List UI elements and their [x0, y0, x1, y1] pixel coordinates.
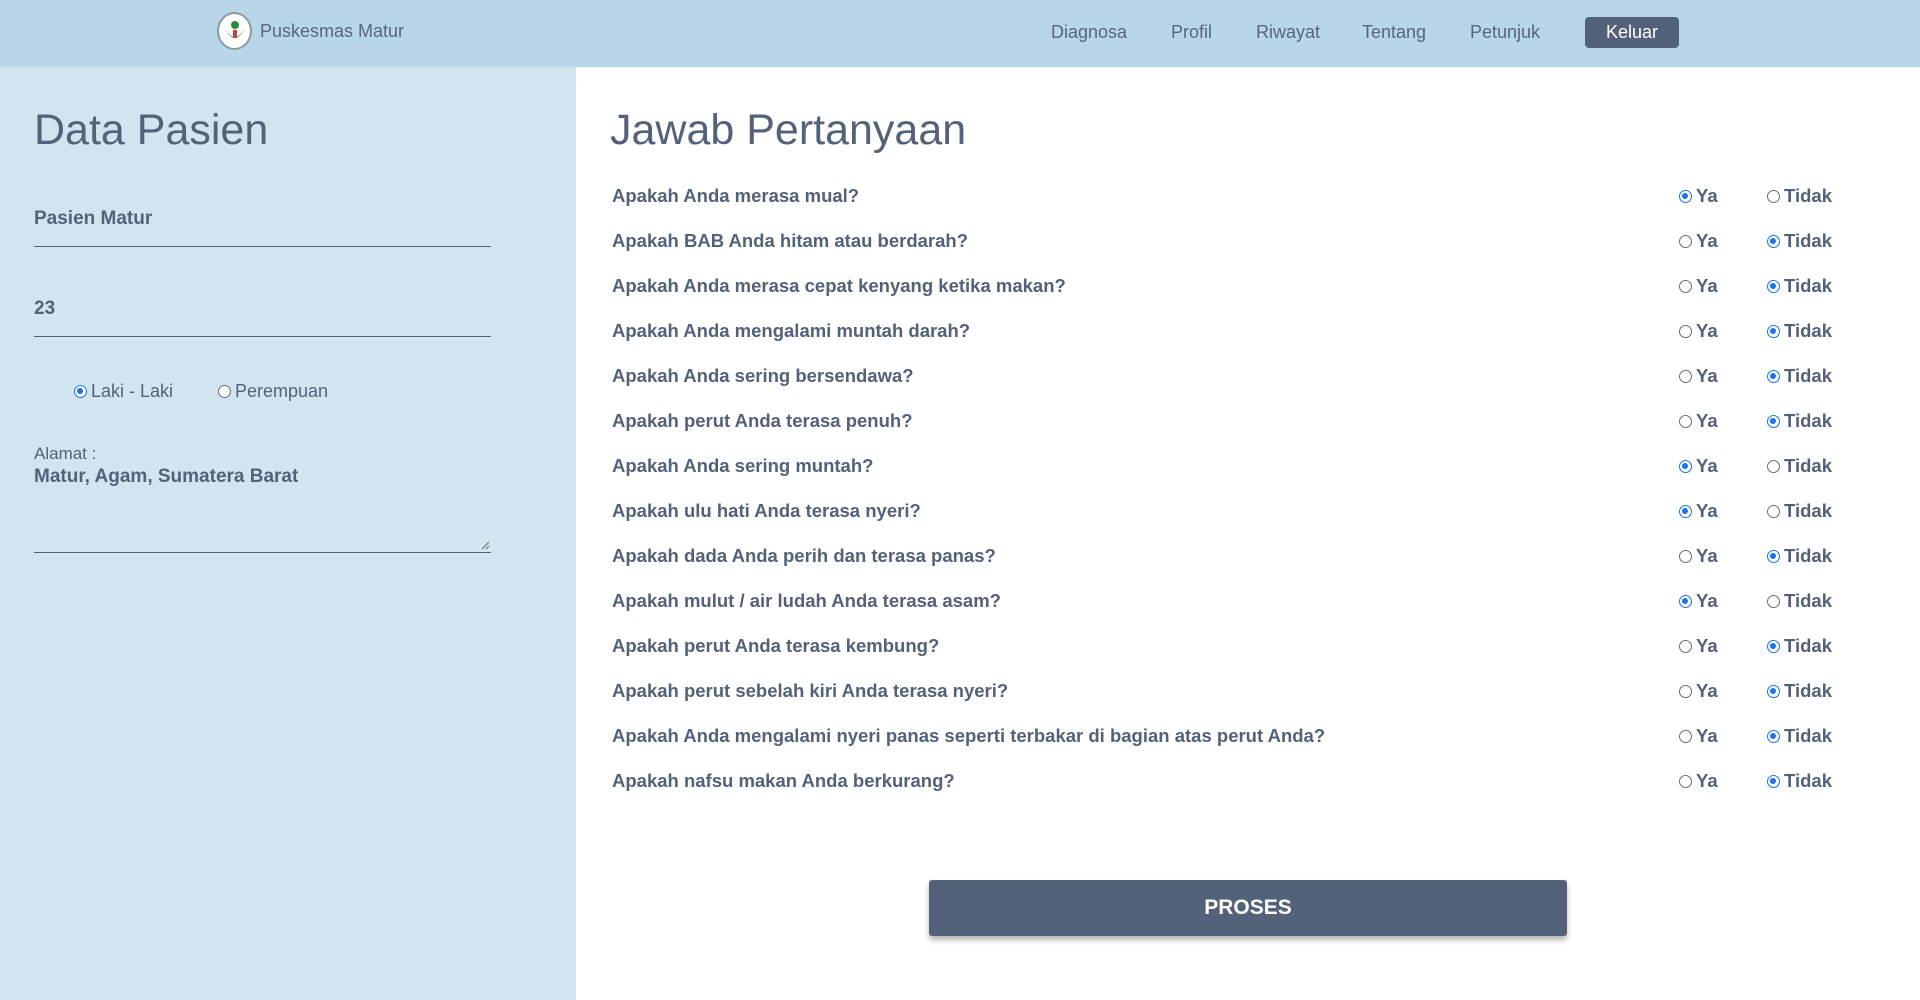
answer-option-ya[interactable]: [1679, 455, 1718, 477]
question-row: [612, 676, 1842, 706]
nav-link-riwayat[interactable]: Riwayat: [1256, 22, 1321, 42]
answer-option-tidak[interactable]: [1767, 770, 1832, 792]
answer-ya-radio[interactable]: [1679, 640, 1692, 653]
answer-tidak-radio[interactable]: [1767, 595, 1780, 608]
answer-ya-label: Ya: [1696, 635, 1718, 656]
answer-option-ya[interactable]: [1679, 410, 1718, 432]
question-row: [612, 586, 1842, 616]
answer-tidak-label: Tidak: [1784, 770, 1832, 791]
answer-option-ya[interactable]: [1679, 230, 1718, 252]
answer-tidak-radio[interactable]: [1767, 235, 1780, 248]
answer-ya-label: Ya: [1696, 455, 1718, 476]
answer-tidak-label: Tidak: [1784, 230, 1832, 251]
answer-tidak-radio[interactable]: [1767, 640, 1780, 653]
answer-ya-radio[interactable]: [1679, 190, 1692, 203]
patient-name-field[interactable]: [34, 208, 491, 247]
patient-data-title: Data Pasien: [34, 106, 269, 154]
answer-ya-label: Ya: [1696, 545, 1718, 566]
answer-option-ya[interactable]: [1679, 320, 1718, 342]
answer-option-ya[interactable]: [1679, 185, 1718, 207]
answer-ya-label: Ya: [1696, 320, 1718, 341]
answer-tidak-label: Tidak: [1784, 320, 1832, 341]
question-row: [612, 271, 1842, 301]
answer-option-ya[interactable]: [1679, 725, 1718, 747]
nav-link-profil[interactable]: Profil: [1171, 22, 1213, 42]
address-value: Matur, Agam, Sumatera Barat: [34, 466, 299, 487]
answer-option-ya[interactable]: [1679, 365, 1718, 387]
gender-female-label: Perempuan: [235, 381, 329, 401]
answer-ya-label: Ya: [1696, 770, 1718, 791]
question-row: [612, 541, 1842, 571]
question-row: [612, 316, 1842, 346]
answer-option-tidak[interactable]: [1767, 185, 1832, 207]
answer-ya-radio[interactable]: [1679, 775, 1692, 788]
answer-ya-radio[interactable]: [1679, 370, 1692, 383]
nav-link-tentang[interactable]: Tentang: [1362, 22, 1427, 42]
answer-ya-label: Ya: [1696, 725, 1718, 746]
question-row: [612, 226, 1842, 256]
answer-option-tidak[interactable]: [1767, 590, 1832, 612]
answer-tidak-label: Tidak: [1784, 500, 1832, 521]
answer-tidak-radio[interactable]: [1767, 685, 1780, 698]
answer-ya-radio[interactable]: [1679, 460, 1692, 473]
address-textarea[interactable]: [34, 466, 491, 553]
answer-tidak-label: Tidak: [1784, 185, 1832, 206]
question-row: [612, 631, 1842, 661]
answer-option-ya[interactable]: [1679, 590, 1718, 612]
question-row: [612, 496, 1842, 526]
question-text: Apakah Anda merasa cepat kenyang ketika makan?: [612, 275, 1066, 296]
question-text: Apakah Anda sering bersendawa?: [612, 365, 914, 386]
answer-option-tidak[interactable]: [1767, 455, 1832, 477]
answer-ya-radio[interactable]: [1679, 550, 1692, 563]
question-text: Apakah perut Anda terasa penuh?: [612, 410, 913, 431]
answer-tidak-radio[interactable]: [1767, 280, 1780, 293]
question-text: Apakah dada Anda perih dan terasa panas?: [612, 545, 996, 566]
answer-ya-radio[interactable]: [1679, 505, 1692, 518]
answer-tidak-radio[interactable]: [1767, 190, 1780, 203]
brand-name: Puskesmas Matur: [260, 20, 405, 41]
gender-female-radio[interactable]: [218, 385, 231, 398]
answer-option-tidak[interactable]: [1767, 230, 1832, 252]
question-row: [612, 181, 1842, 211]
answer-ya-label: Ya: [1696, 590, 1718, 611]
answer-option-ya[interactable]: [1679, 635, 1718, 657]
questions-title: Jawab Pertanyaan: [610, 106, 967, 154]
answer-ya-label: Ya: [1696, 365, 1718, 386]
answer-ya-label: Ya: [1696, 410, 1718, 431]
answer-option-tidak[interactable]: [1767, 410, 1832, 432]
gender-option-female[interactable]: [218, 381, 328, 402]
answer-ya-label: Ya: [1696, 500, 1718, 521]
patient-age-value: 23: [34, 298, 56, 319]
answer-tidak-radio[interactable]: [1767, 505, 1780, 518]
question-row: [612, 766, 1842, 796]
answer-tidak-label: Tidak: [1784, 590, 1832, 611]
answer-ya-label: Ya: [1696, 230, 1718, 251]
answer-option-ya[interactable]: [1679, 770, 1718, 792]
answer-ya-radio[interactable]: [1679, 730, 1692, 743]
answer-tidak-label: Tidak: [1784, 275, 1832, 296]
answer-option-ya[interactable]: [1679, 545, 1718, 567]
answer-option-ya[interactable]: [1679, 680, 1718, 702]
nav-link-diagnosa[interactable]: Diagnosa: [1051, 22, 1128, 42]
resize-grip-icon[interactable]: [480, 540, 490, 550]
question-text: Apakah perut sebelah kiri Anda terasa nyeri?: [612, 680, 1009, 701]
answer-ya-radio[interactable]: [1679, 595, 1692, 608]
answer-option-tidak[interactable]: [1767, 680, 1832, 702]
answer-ya-label: Ya: [1696, 185, 1718, 206]
question-row: [612, 361, 1842, 391]
answer-ya-radio[interactable]: [1679, 280, 1692, 293]
question-text: Apakah BAB Anda hitam atau berdarah?: [612, 230, 969, 251]
nav-link-petunjuk[interactable]: Petunjuk: [1470, 22, 1541, 42]
answer-tidak-radio[interactable]: [1767, 325, 1780, 338]
question-text: Apakah Anda mengalami nyeri panas seperti terbakar di bagian atas perut Anda?: [612, 725, 1326, 746]
answer-ya-radio[interactable]: [1679, 235, 1692, 248]
answer-tidak-radio[interactable]: [1767, 460, 1780, 473]
gender-male-label: Laki - Laki: [91, 381, 174, 401]
answer-tidak-radio[interactable]: [1767, 370, 1780, 383]
answer-option-tidak[interactable]: [1767, 275, 1832, 297]
answer-ya-radio[interactable]: [1679, 325, 1692, 338]
logout-button[interactable]: Keluar: [1585, 17, 1679, 48]
answer-option-tidak[interactable]: [1767, 365, 1832, 387]
answer-tidak-radio[interactable]: [1767, 415, 1780, 428]
question-row: [612, 721, 1842, 751]
process-button[interactable]: PROSES: [929, 880, 1567, 936]
answer-tidak-label: Tidak: [1784, 635, 1832, 656]
puskesmas-logo-icon: [217, 12, 252, 50]
question-text: Apakah mulut / air ludah Anda terasa asam?: [612, 590, 1001, 611]
gender-male-radio[interactable]: [74, 385, 87, 398]
answer-option-tidak[interactable]: [1767, 320, 1832, 342]
answer-tidak-radio[interactable]: [1767, 730, 1780, 743]
patient-age-field[interactable]: [34, 298, 491, 337]
address-label: Alamat :: [34, 444, 97, 463]
answer-ya-label: Ya: [1696, 680, 1718, 701]
question-text: Apakah Anda sering muntah?: [612, 455, 874, 476]
answer-tidak-radio[interactable]: [1767, 775, 1780, 788]
answer-option-tidak[interactable]: [1767, 545, 1832, 567]
answer-tidak-label: Tidak: [1784, 455, 1832, 476]
question-row: [612, 406, 1842, 436]
answer-option-ya[interactable]: [1679, 275, 1718, 297]
navbar: [0, 0, 1920, 67]
answer-ya-radio[interactable]: [1679, 685, 1692, 698]
answer-option-tidak[interactable]: [1767, 725, 1832, 747]
question-text: Apakah perut Anda terasa kembung?: [612, 635, 940, 656]
answer-ya-label: Ya: [1696, 275, 1718, 296]
answer-tidak-radio[interactable]: [1767, 550, 1780, 563]
question-text: Apakah nafsu makan Anda berkurang?: [612, 770, 955, 791]
question-text: Apakah Anda mengalami muntah darah?: [612, 320, 971, 341]
answer-option-tidak[interactable]: [1767, 635, 1832, 657]
question-text: Apakah ulu hati Anda terasa nyeri?: [612, 500, 921, 521]
answer-tidak-label: Tidak: [1784, 365, 1832, 386]
answer-tidak-label: Tidak: [1784, 725, 1832, 746]
question-text: Apakah Anda merasa mual?: [612, 185, 860, 206]
answer-tidak-label: Tidak: [1784, 680, 1832, 701]
answer-option-ya[interactable]: [1679, 500, 1718, 522]
answer-tidak-label: Tidak: [1784, 410, 1832, 431]
question-row: [612, 451, 1842, 481]
answer-option-tidak[interactable]: [1767, 500, 1832, 522]
answer-ya-radio[interactable]: [1679, 415, 1692, 428]
gender-option-male[interactable]: [74, 381, 173, 402]
brand[interactable]: [217, 11, 404, 51]
patient-name-value: Pasien Matur: [34, 208, 153, 229]
answer-tidak-label: Tidak: [1784, 545, 1832, 566]
